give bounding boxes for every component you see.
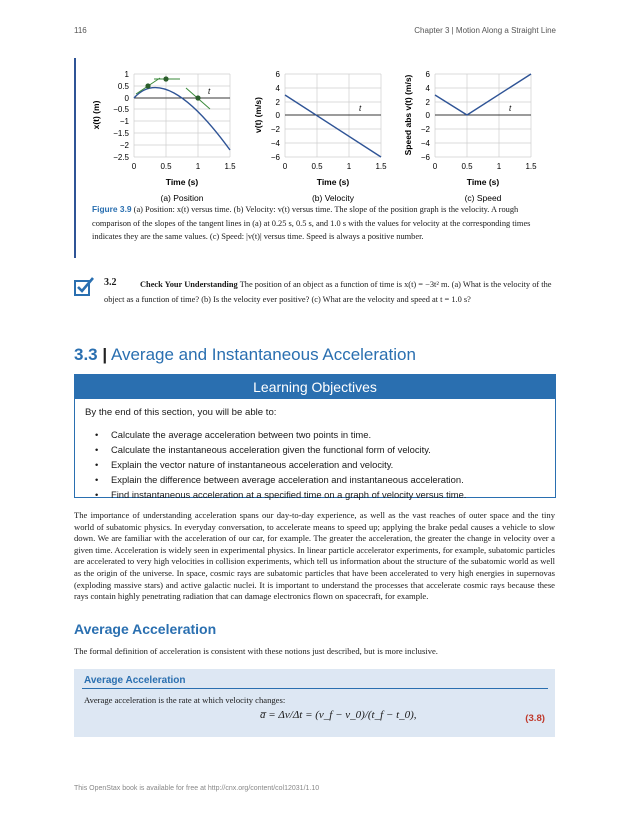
y-tick-label: 6 xyxy=(275,70,280,79)
intro-paragraph: The importance of understanding acceleration spans our day-to-day experience, as well as the vast reaches of outer space and the tiny world of subatomic physics. In everyday conversation, to accelerate means to speed up; applying the brake pedal causes a vehicle to slow down. We are familiar with the acceleration of our car, for example. The greater the acceleration, the greater the change in velocity over a given time. Acceleration is widely seen in experimental physics. In linear particle accelerator experiments, for example, subatomic particles are accelerated to very high velocities in collision experiments, which tell us information about the structure of the subatomic world as well as the origin of the universe. In space, cosmic rays are subatomic particles that have been accelerated to very high energies in supernovas (exploding massive stars) and active galactic nuclei. It is important to understand the processes that accelerate cosmic rays because these rays contain highly penetrating radiation that can damage electronics flown on spacecraft, for example. xyxy=(74,510,555,602)
list-item: • Explain the vector nature of instantaneous acceleration and velocity. xyxy=(95,457,466,472)
definition-paragraph: The formal definition of acceleration is consistent with these notions just described, but is more inclusive. xyxy=(74,646,438,656)
y-tick-label: −1 xyxy=(119,117,129,126)
x-tick-label: 0.5 xyxy=(311,162,323,171)
figure-caption-text: (a) Position: x(t) versus time. (b) Velocity: v(t) versus time. The slope of the position graph is the velocity. A rough comparison of the slopes of the tangent lines in (a) at 0.25 s, 0.5 s, and 1.0 s with the values for velocity at the corresponding times indicates they are the same values. (c) Speed: |v(t)| versus time. Speed is always a positive number. xyxy=(92,205,531,241)
x-tick-label: 0 xyxy=(282,162,288,171)
position-curve xyxy=(134,88,230,150)
y-tick-label: −6 xyxy=(270,153,280,162)
checkbox-icon xyxy=(74,276,94,296)
list-item: • Find instantaneous acceleration at a specified time on a graph of velocity versus time. xyxy=(95,487,466,502)
list-item: • Calculate the average acceleration between two points in time. xyxy=(95,427,466,442)
speed-line xyxy=(435,74,531,115)
speed-plot xyxy=(403,70,537,203)
x-tick-label: 0 xyxy=(131,162,137,171)
axis-t-label: t xyxy=(509,104,512,113)
y-tick-label: −2 xyxy=(270,125,280,134)
y-tick-label: −2 xyxy=(420,125,430,134)
velocity-line xyxy=(285,95,381,157)
y-tick-label: 4 xyxy=(425,84,430,93)
list-item: • Calculate the instantaneous acceleration given the functional form of velocity. xyxy=(95,442,466,457)
y-axis-label: x(t) (m) xyxy=(91,100,101,130)
page-number: 116 xyxy=(74,26,87,35)
footer-note: This OpenStax book is available for free at http://cnx.org/content/col12031/1.10 xyxy=(74,785,320,792)
definition-box xyxy=(74,669,555,737)
y-tick-label: 6 xyxy=(425,70,430,79)
section-title xyxy=(74,345,416,365)
check-understanding-number: 3.2 xyxy=(104,277,117,288)
tangent-point xyxy=(145,83,150,88)
learning-objectives-heading: Learning Objectives xyxy=(75,375,555,399)
section-separator: | xyxy=(102,345,108,364)
y-tick-label: 0.5 xyxy=(117,82,129,91)
check-understanding-title: Check Your Understanding xyxy=(140,280,238,289)
x-tick-label: 0 xyxy=(432,162,438,171)
figure-accent-bar xyxy=(74,58,76,258)
learning-objectives-box xyxy=(74,374,556,498)
equation-number: (3.8) xyxy=(525,713,545,724)
figure-label: Figure 3.9 xyxy=(92,204,132,214)
check-understanding-text: The position of an object as a function of time is x(t) = −3t² m. (a) What is the velocity of the object as a function of time? (b) Is the velocity ever positive? (c) What are the velocity and speed at t = 1.0 s? xyxy=(104,280,552,304)
y-tick-label: 0 xyxy=(275,111,280,120)
learning-objectives-intro: By the end of this section, you will be able to: xyxy=(85,407,277,418)
y-tick-label: 4 xyxy=(275,84,280,93)
y-tick-label: −0.5 xyxy=(113,105,129,114)
subsection-title: Average Acceleration xyxy=(74,621,217,637)
definition-title: Average Acceleration xyxy=(84,675,186,686)
definition-divider xyxy=(82,688,548,689)
x-tick-label: 1 xyxy=(346,162,352,171)
position-plot xyxy=(91,70,236,203)
equation: a̅ = Δv/Δt = (v_f − v_0)/(t_f − t_0), xyxy=(260,709,417,721)
list-item: • Explain the difference between average acceleration and instantaneous acceleration. xyxy=(95,472,466,487)
y-tick-label: −1.5 xyxy=(113,129,129,138)
section-number: 3.3 xyxy=(74,345,98,364)
x-tick-label: 1 xyxy=(195,162,201,171)
x-tick-label: 0.5 xyxy=(160,162,172,171)
y-tick-label: 0 xyxy=(425,111,430,120)
y-tick-label: 2 xyxy=(425,98,430,107)
y-tick-label: −2.5 xyxy=(113,153,129,162)
axis-t-label: t xyxy=(359,104,362,113)
check-understanding xyxy=(104,277,554,307)
tangent-label: t xyxy=(208,87,211,96)
x-tick-label: 1.5 xyxy=(224,162,236,171)
x-tick-label: 1.5 xyxy=(525,162,537,171)
x-tick-label: 1.5 xyxy=(375,162,387,171)
x-axis-label: Time (s) xyxy=(165,177,199,187)
chapter-header: Chapter 3 | Motion Along a Straight Line xyxy=(414,26,556,35)
y-tick-label: 2 xyxy=(275,98,280,107)
x-tick-label: 1 xyxy=(496,162,502,171)
section-title-text: Average and Instantaneous Acceleration xyxy=(110,345,416,364)
y-tick-label: −6 xyxy=(420,153,430,162)
y-axis-label: Speed abs v(t) (m/s) xyxy=(403,74,413,156)
y-tick-label: −4 xyxy=(420,139,430,148)
figure-caption xyxy=(92,203,548,244)
velocity-plot xyxy=(253,70,387,203)
y-tick-label: 0 xyxy=(124,94,129,103)
x-tick-label: 0.5 xyxy=(461,162,473,171)
tangent-point xyxy=(195,95,200,100)
x-axis-label: Time (s) xyxy=(316,177,350,187)
learning-objectives-list xyxy=(95,427,466,502)
y-tick-label: −2 xyxy=(119,141,129,150)
panel-caption: (a) Position xyxy=(160,193,204,203)
panel-caption: (c) Speed xyxy=(464,193,502,203)
y-tick-label: −4 xyxy=(270,139,280,148)
y-axis-label: v(t) (m/s) xyxy=(253,97,263,133)
panel-caption: (b) Velocity xyxy=(311,193,355,203)
definition-text: Average acceleration is the rate at which velocity changes: xyxy=(84,695,286,705)
y-tick-label: 1 xyxy=(124,70,129,79)
tangent-point xyxy=(163,76,168,81)
x-axis-label: Time (s) xyxy=(466,177,500,187)
figure-plots xyxy=(80,60,555,205)
